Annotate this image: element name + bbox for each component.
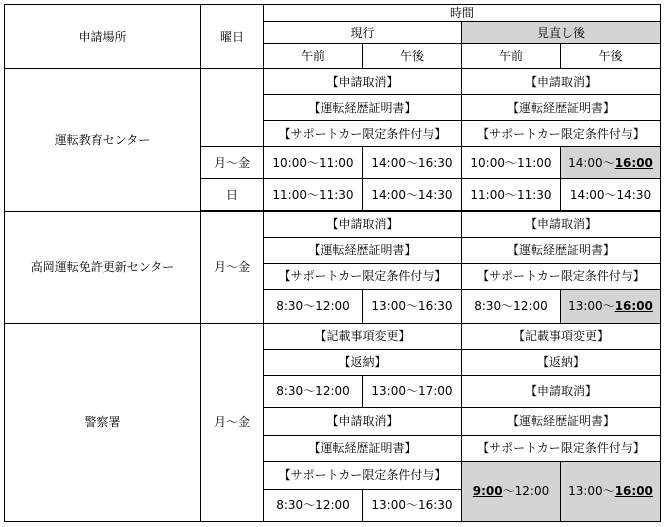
header-current-am: 午前	[264, 44, 363, 69]
header-revised-pm: 午後	[561, 44, 661, 69]
time-cell: 8:30～12:00	[264, 289, 363, 323]
day-weekday: 月～金	[201, 211, 264, 323]
time-cell: 14:00～14:30	[561, 179, 661, 211]
category-support: 【サポートカー限定条件付与】	[264, 263, 462, 289]
category-support: 【サポートカー限定条件付与】	[264, 121, 462, 147]
header-revised: 見直し後	[462, 22, 661, 44]
header-time: 時間	[264, 5, 661, 22]
time-cell: 14:00～16:30	[363, 147, 462, 179]
category-cancel: 【申請取消】	[264, 407, 462, 435]
category-support: 【サポートカー限定条件付与】	[462, 121, 661, 147]
time-cell: 13:00～16:30	[363, 289, 462, 323]
time-cell-revised: 14:00～16:00	[561, 147, 661, 179]
category-return: 【返納】	[462, 349, 661, 375]
category-cancel: 【申請取消】	[264, 211, 462, 237]
category-cancel: 【申請取消】	[462, 375, 661, 407]
header-place: 申請場所	[5, 5, 201, 69]
header-day: 曜日	[201, 5, 264, 69]
header-revised-am: 午前	[462, 44, 561, 69]
time-cell: 11:00～11:30	[264, 179, 363, 211]
place-police: 警察署	[5, 323, 201, 522]
time-cell: 10:00～11:00	[264, 147, 363, 179]
schedule-table	[4, 4, 661, 522]
category-support: 【サポートカー限定条件付与】	[264, 461, 462, 489]
category-support: 【サポートカー限定条件付与】	[462, 435, 661, 461]
time-cell: 10:00～11:00	[462, 147, 561, 179]
category-record: 【記載事項変更】	[264, 323, 462, 349]
time-cell: 14:00～14:30	[363, 179, 462, 211]
category-support: 【サポートカー限定条件付与】	[462, 263, 661, 289]
category-history: 【運転経歴証明書】	[264, 435, 462, 461]
place-takaoka: 高岡運転免許更新センター	[5, 211, 201, 323]
category-history: 【運転経歴証明書】	[462, 407, 661, 435]
day-sunday: 日	[201, 179, 264, 211]
header-current: 現行	[264, 22, 462, 44]
time-cell: 13:00～17:00	[363, 375, 462, 407]
day-blank	[201, 69, 264, 147]
day-weekday: 月～金	[201, 147, 264, 179]
category-history: 【運転経歴証明書】	[462, 237, 661, 263]
category-history: 【運転経歴証明書】	[264, 237, 462, 263]
category-history: 【運転経歴証明書】	[462, 95, 661, 121]
category-cancel: 【申請取消】	[462, 69, 661, 95]
time-cell: 8:30～12:00	[264, 489, 363, 521]
header-current-pm: 午後	[363, 44, 462, 69]
time-cell-revised: 13:00～16:00	[561, 289, 661, 323]
category-record: 【記載事項変更】	[462, 323, 661, 349]
time-cell: 11:00～11:30	[462, 179, 561, 211]
category-cancel: 【申請取消】	[264, 69, 462, 95]
time-cell: 8:30～12:00	[264, 375, 363, 407]
time-cell: 8:30～12:00	[462, 289, 561, 323]
time-cell: 13:00～16:30	[363, 489, 462, 521]
time-cell-revised: 13:00～16:00	[561, 461, 661, 521]
category-cancel: 【申請取消】	[462, 211, 661, 237]
place-center: 運転教育センター	[5, 69, 201, 212]
time-cell-revised: 9:00～12:00	[462, 461, 561, 521]
day-weekday: 月～金	[201, 323, 264, 522]
category-return: 【返納】	[264, 349, 462, 375]
category-history: 【運転経歴証明書】	[264, 95, 462, 121]
